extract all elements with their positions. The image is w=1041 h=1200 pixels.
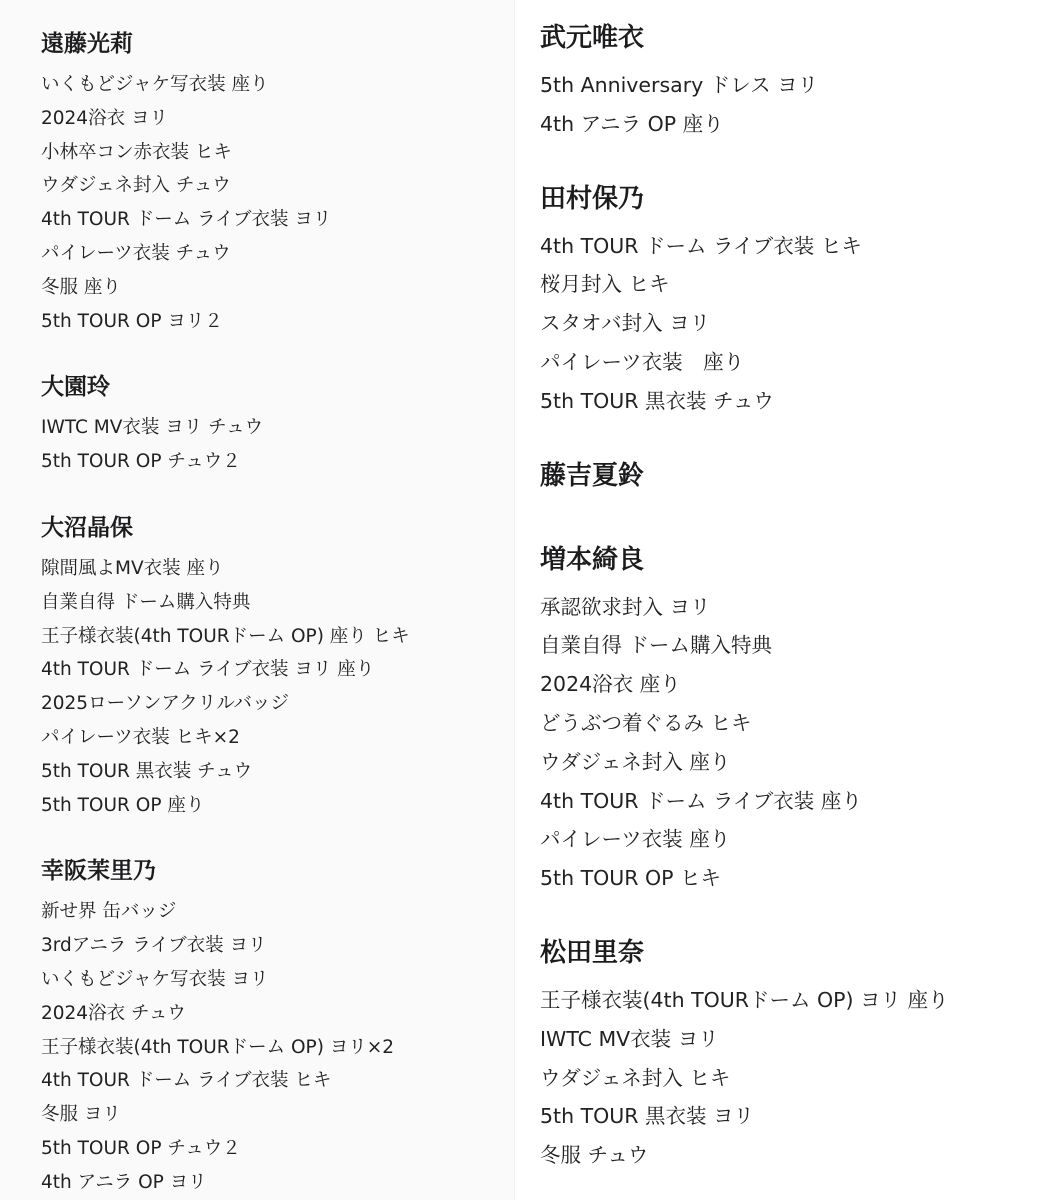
list-item: 王子様衣装(4th TOURドーム OP) 座り ヒキ xyxy=(41,625,410,647)
list-item: 5th TOUR 黒衣装 チュウ xyxy=(540,388,774,413)
list-item: IWTC MV衣装 ヨリ xyxy=(540,1026,719,1051)
list-item: 5th Anniversary ドレス ヨリ xyxy=(540,73,819,97)
list-item: 新せ界 缶バッジ xyxy=(41,901,177,923)
list-item: 4th アニラ OP ヨリ xyxy=(41,1171,207,1193)
list-item: パイレーツ衣装 チュウ xyxy=(41,242,231,264)
member-name: 幸阪茉里乃 xyxy=(41,858,156,885)
item-list xyxy=(540,981,1041,1175)
member-section xyxy=(0,29,514,338)
list-item: スタオバ封入 ヨリ xyxy=(540,311,711,336)
member-name: 武元唯衣 xyxy=(540,23,645,53)
list-item: 3rdアニラ ライブ衣装 ヨリ xyxy=(41,935,267,957)
list-item: 5th TOUR OP ヨリ２ xyxy=(41,310,223,332)
member-section xyxy=(516,936,1041,1175)
list-item: 冬服 チュウ xyxy=(540,1143,649,1168)
member-section xyxy=(516,543,1041,898)
list-item: 4th TOUR ドーム ライブ衣装 ヒキ xyxy=(540,233,862,258)
member-name: 増本綺良 xyxy=(540,544,645,575)
list-item: どうぶつ着ぐるみ ヒキ xyxy=(540,710,752,735)
list-item: パイレーツ衣装 座り xyxy=(540,827,731,852)
list-item: 4th TOUR ドーム ライブ衣装 座り xyxy=(540,788,862,813)
list-item: 冬服 ヨリ xyxy=(41,1104,121,1126)
member-name: 田村保乃 xyxy=(540,183,645,214)
list-item: 2024浴衣 チュウ xyxy=(41,1002,186,1024)
list-item: 4th TOUR ドーム ライブ衣装 ヨリ xyxy=(41,209,332,231)
list-item: 小林卒コン赤衣装 ヒキ xyxy=(41,141,232,163)
member-name: 松田里奈 xyxy=(540,937,645,968)
item-list xyxy=(41,68,514,338)
list-item: いくもどジャケ写衣装 ヨリ xyxy=(41,968,269,990)
list-item: 5th TOUR 黒衣装 ヨリ xyxy=(540,1104,755,1129)
list-item: いくもどジャケ写衣装 座り xyxy=(41,74,269,95)
list-item: ウダジェネ封入 座り xyxy=(540,749,731,774)
list-item: 桜月封入 ヒキ xyxy=(540,272,670,297)
member-section xyxy=(0,372,514,479)
list-item: ウダジェネ封入 ヒキ xyxy=(540,1065,731,1090)
member-section xyxy=(516,21,1041,144)
item-list xyxy=(41,895,514,1199)
member-name: 大園玲 xyxy=(41,374,110,401)
left-column xyxy=(0,0,515,1200)
member-name: 藤吉夏鈴 xyxy=(540,460,645,491)
item-list xyxy=(41,552,514,822)
list-item: パイレーツ衣装 ヒキ×2 xyxy=(41,726,240,748)
member-name: 大沼晶保 xyxy=(41,514,133,541)
member-section xyxy=(516,182,1041,421)
member-section xyxy=(0,513,514,822)
list-item: 隙間風よMV衣装 座り xyxy=(41,557,224,579)
item-list xyxy=(41,411,514,479)
list-item: ウダジェネ封入 チュウ xyxy=(41,175,231,197)
list-item: 2024浴衣 ヨリ xyxy=(41,107,168,129)
list-item: 5th TOUR OP チュウ２ xyxy=(41,451,241,473)
list-item: IWTC MV衣装 ヨリ チュウ xyxy=(41,417,264,439)
list-item: 2024浴衣 座り xyxy=(540,672,681,697)
list-item: 王子様衣装(4th TOURドーム OP) ヨリ×2 xyxy=(41,1036,395,1058)
item-list xyxy=(540,66,1041,144)
item-list xyxy=(540,227,1041,421)
list-item: 5th TOUR OP 座り xyxy=(41,794,205,816)
list-item: 自業自得 ドーム購入特典 xyxy=(41,591,251,613)
list-item: 5th TOUR 黒衣装 チュウ xyxy=(41,760,253,782)
list-item: 4th アニラ OP 座り xyxy=(540,111,724,136)
member-name: 遠藤光莉 xyxy=(41,31,133,57)
list-item: 自業自得 ドーム購入特典 xyxy=(540,633,773,658)
list-item: 王子様衣装(4th TOURドーム OP) ヨリ 座り xyxy=(540,987,949,1012)
list-item: 承認欲求封入 ヨリ xyxy=(540,594,711,619)
list-item: パイレーツ衣装 座り xyxy=(540,349,745,374)
member-section xyxy=(516,459,1041,493)
list-item: 冬服 座り xyxy=(41,276,121,298)
right-column xyxy=(516,0,1041,1200)
list-item: 2025ローソンアクリルバッジ xyxy=(41,693,289,715)
item-list xyxy=(540,588,1041,898)
list-item: 4th TOUR ドーム ライブ衣装 ヒキ xyxy=(41,1070,332,1092)
member-section xyxy=(0,856,514,1199)
list-item: 5th TOUR OP ヒキ xyxy=(540,866,722,891)
list-item: 4th TOUR ドーム ライブ衣装 ヨリ 座り xyxy=(41,659,375,681)
list-item: 5th TOUR OP チュウ２ xyxy=(41,1137,241,1159)
